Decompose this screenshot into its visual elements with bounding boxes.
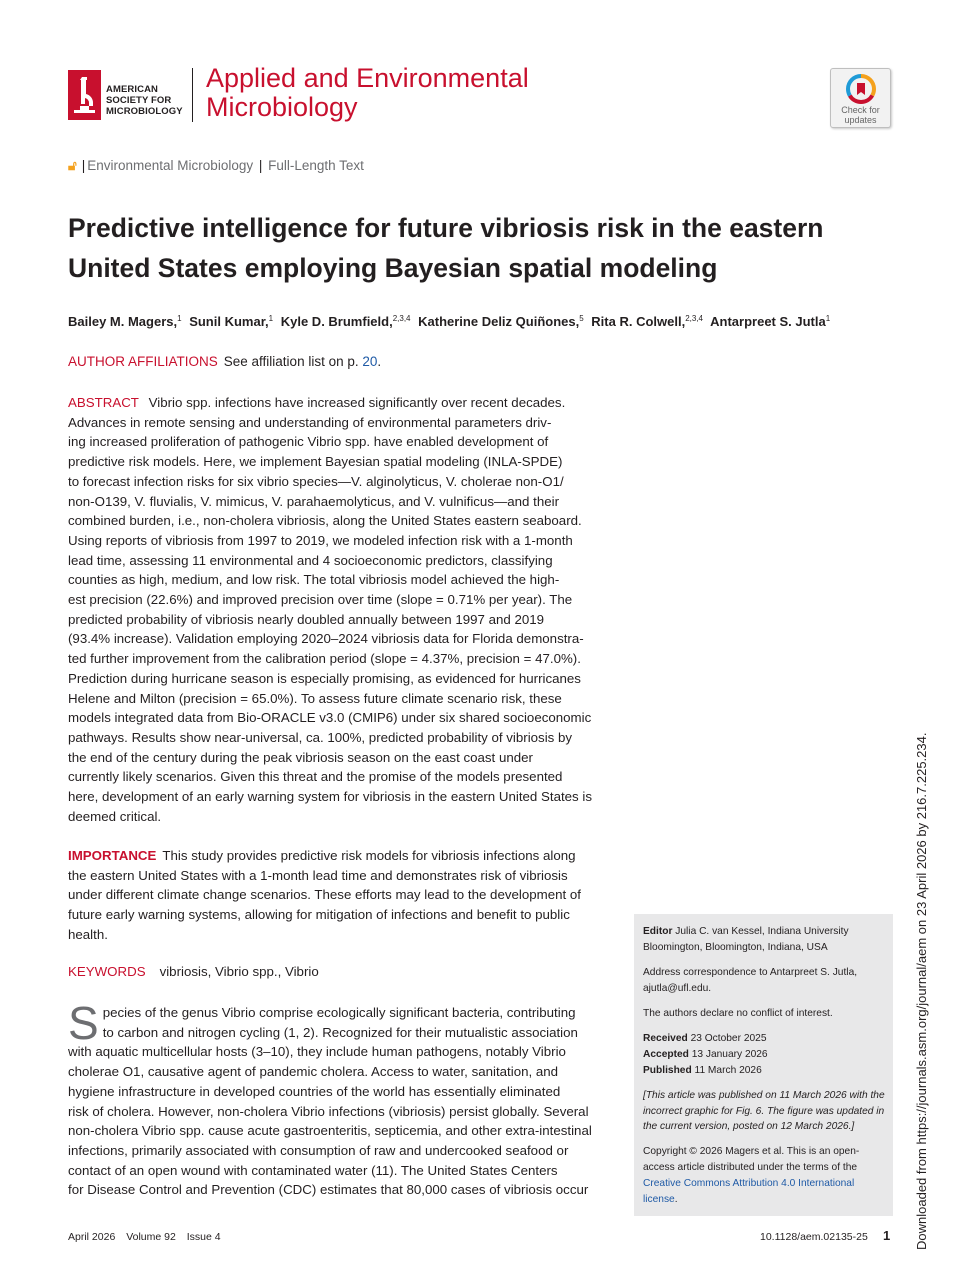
journal-title[interactable]: Applied and Environmental Microbiology — [206, 63, 529, 122]
intro-line: cholerae O1, causative agent of pandemic cholera. Access to water, sanitation, and — [68, 1064, 559, 1080]
abstract-line: pathways. Results show near-universal, ca. 100%, predicted probability of vibriosis by — [68, 729, 573, 745]
check-for-updates-label: Check for updates — [841, 105, 880, 125]
intro-line: non-cholera Vibrio spp. cause acute gastroenteritis, septicemia, and other extra-intestinal — [68, 1123, 592, 1139]
intro-line: risk of cholera. However, non-cholera Vibrio infections (vibriosis) persist globally. Several — [68, 1103, 589, 1119]
keywords — [68, 964, 319, 979]
stamp-suffix: on 23 April 2026 by 216.7.225.234. — [914, 732, 929, 935]
author-affiliations — [68, 354, 381, 369]
article-category: 🔓︎ | Environmental Microbiology | Full-Length Text — [68, 158, 364, 173]
abstract-line: lead time, assessing 11 environmental and 4 socioeconomic predictors, classifying — [68, 552, 553, 568]
check-for-updates-button[interactable] — [830, 68, 891, 128]
conflict-statement — [643, 1006, 883, 1022]
correspondence-info — [643, 965, 883, 997]
intro-line: hygiene infrastructure in developed countries of the world has essentially eliminated — [68, 1083, 561, 1099]
correspondence-line: Address correspondence to Antarpreet S. Jutla, — [643, 967, 858, 978]
received-date: 23 October 2025 — [690, 1033, 767, 1044]
article-type-label: Full-Length Text — [268, 158, 364, 173]
note-line: [This article was published on 11 March 2026 with the — [643, 1090, 885, 1101]
stamp-url[interactable]: https://journals.asm.org/journal/aem — [914, 937, 929, 1145]
abstract-line: deemed critical. — [68, 808, 162, 824]
abstract-line: non-O139, V. fluvialis, V. mimicus, V. parahaemolyticus, and V. vulnificus—and their — [68, 493, 560, 509]
abstract — [68, 393, 615, 826]
author-name[interactable]: Antarpreet S. Jutla — [710, 314, 826, 329]
abstract-line: est precision (22.6%) and improved precision over time (slope = 0.71% per year). The — [68, 592, 573, 608]
abstract-label: ABSTRACT — [68, 395, 139, 410]
stamp-prefix: Downloaded from — [914, 1148, 929, 1250]
affiliations-label: AUTHOR AFFILIATIONS — [68, 354, 218, 369]
keywords-text: vibriosis, Vibrio spp., Vibrio — [159, 964, 319, 979]
importance-line: IMPORTANCE This study provides predictive risk models for vibriosis infections along — [68, 848, 576, 863]
abstract-line: Advances in remote sensing and understanding of environmental parameters driv- — [68, 414, 552, 430]
issue-label: Issue 4 — [186, 1231, 221, 1243]
copyright-line: Copyright © 2026 Magers et al. This is an open- — [643, 1145, 860, 1157]
asm-logo[interactable] — [68, 68, 186, 122]
copyright-info — [643, 1144, 883, 1208]
issue-date: April 2026 — [68, 1231, 116, 1243]
affiliations-text: See affiliation list on p. — [223, 354, 359, 369]
abstract-line: Prediction during hurricane season is especially promising, as evidenced for hurricanes — [68, 670, 581, 686]
intro-line: pecies of the genus Vibrio comprise ecologically significant bacteria, contributing — [102, 1005, 576, 1020]
publisher-name: AMERICAN SOCIETY FOR MICROBIOLOGY — [106, 84, 183, 117]
editor-line: Bloomington, Bloomington, Indiana, USA — [643, 942, 828, 953]
volume-label: Volume 92 — [126, 1231, 176, 1243]
crossmark-icon — [846, 74, 876, 104]
abstract-line: combined burden, i.e., non-cholera vibriosis, along the United States eastern seaboard. — [68, 513, 582, 529]
importance-label: IMPORTANCE — [68, 848, 157, 863]
importance-line: the eastern United States with a 1-month lead time and demonstrates risk of vibriosis — [68, 867, 568, 883]
page-number: 1 — [883, 1228, 891, 1243]
abstract-line: the end of the century during the peak vibriosis season on the east coast under — [68, 749, 533, 765]
author-name[interactable]: Sunil Kumar, — [189, 314, 269, 329]
abstract-line: models integrated data from Bio-ORACLE v3.0 (CMIP6) under six shared socioeconomic — [68, 710, 592, 726]
importance-line: health. — [68, 926, 108, 942]
abstract-line: predictive risk models. Here, we implement Bayesian spatial modeling (INLA-SPDE) — [68, 454, 563, 470]
header-divider — [192, 68, 193, 122]
dates-info — [643, 1031, 883, 1079]
microscope-logo-icon — [68, 70, 101, 120]
editor-line: Julia C. van Kessel, Indiana University — [675, 926, 849, 937]
author-list — [68, 314, 834, 329]
introduction — [68, 997, 615, 1200]
intro-line: to carbon and nitrogen cycling (1, 2). Recognized for their mutualistic association — [102, 1024, 578, 1040]
abstract-line: (93.4% increase). Validation employing 2020–2024 vibriosis data for Florida demonstra- — [68, 631, 584, 647]
affiliation-sup: 2,3,4 — [685, 314, 703, 323]
doi-link[interactable]: 10.1128/aem.02135-25 — [760, 1231, 868, 1243]
note-line: the current version, posted on 12 March 2026.] — [643, 1121, 855, 1132]
editor-info — [643, 924, 883, 956]
abstract-line: Helene and Milton (precision = 65.0%). To assess future climate scenario risk, these — [68, 690, 562, 706]
affiliation-sup: 1 — [177, 314, 182, 323]
abstract-line: ted further improvement from the calibration period (slope = 4.37%, precision = 47.0%). — [68, 651, 581, 667]
affiliations-end: . — [377, 354, 382, 369]
importance — [68, 846, 615, 945]
open-access-icon: 🔓︎ — [68, 158, 77, 173]
published-date: 11 March 2026 — [694, 1065, 762, 1076]
download-stamp — [914, 732, 929, 1250]
conflict-text: The authors declare no conflict of interest. — [643, 1008, 833, 1019]
intro-line: infections, primarily associated with consumption of raw and undercooked seafood or — [68, 1142, 569, 1158]
note-line: incorrect graphic for Fig. 6. The figure was updated in — [643, 1105, 885, 1117]
license-end: . — [674, 1193, 678, 1205]
abstract-line: currently likely scenarios. Given this threat and the promise of the models presented — [68, 769, 563, 785]
article-title: Predictive intelligence for future vibriosis risk in the eastern United States employing Bayesian spatial modeling — [68, 213, 824, 283]
accepted-label: Accepted — [643, 1049, 689, 1060]
accepted-date: 13 January 2026 — [691, 1049, 768, 1060]
importance-line: under different climate change scenarios. These efforts may lead to the development of — [68, 887, 581, 903]
correction-note — [643, 1088, 883, 1135]
affiliations-page-link[interactable]: 20 — [362, 354, 378, 369]
affiliation-sup: 2,3,4 — [392, 314, 411, 323]
copyright-line: access article distributed under the terms of the — [643, 1161, 858, 1173]
author-name[interactable]: Rita R. Colwell, — [591, 314, 686, 329]
author-name[interactable]: Bailey M. Magers, — [68, 314, 178, 329]
importance-line: future early warning systems, allowing for mitigation of infections and benefit to public — [68, 907, 570, 923]
abstract-line: counties as high, medium, and low risk. The total vibriosis model achieved the high- — [68, 572, 560, 588]
author-name[interactable]: Katherine Deliz Quiñones, — [418, 314, 580, 329]
affiliation-sup: 5 — [579, 314, 584, 323]
received-label: Received — [643, 1033, 688, 1044]
abstract-line: ing increased proliferation of pathogenic Vibrio spp. have enabled development of — [68, 434, 549, 450]
correspondence-email[interactable]: ajutla@ufl.edu. — [643, 983, 712, 994]
drop-cap: S — [68, 997, 99, 1049]
author-name[interactable]: Kyle D. Brumfield, — [280, 314, 393, 329]
license-link[interactable]: Creative Commons Attribution 4.0 International — [643, 1177, 855, 1189]
editor-label: Editor — [643, 926, 673, 937]
abstract-line: to forecast infection risks for six vibrio species—V. alginolyticus, V. cholerae non-O1/ — [68, 473, 564, 489]
issue-info — [68, 1231, 229, 1243]
article-info-sidebar — [634, 914, 893, 1216]
abstract-line: Using reports of vibriosis from 1997 to 2019, we modeled infection risk with a 1-month — [68, 532, 573, 548]
section-label[interactable]: Environmental Microbiology — [87, 158, 254, 173]
affiliation-sup: 1 — [268, 314, 274, 323]
affiliation-sup: 1 — [825, 314, 831, 323]
intro-line: with aquatic multicellular hosts (3–10), they include human pathogens, notably Vibrio — [68, 1044, 566, 1060]
keywords-label: KEYWORDS — [68, 964, 146, 979]
license-link[interactable]: license — [643, 1193, 675, 1205]
abstract-line: here, development of an early warning system for vibriosis in the eastern United States is — [68, 789, 593, 805]
abstract-line: ABSTRACT Vibrio spp. infections have increased significantly over recent decades. — [68, 395, 566, 410]
intro-line: for Disease Control and Prevention (CDC) estimates that 80,000 cases of vibriosis occur — [68, 1182, 589, 1198]
intro-line: contact of an open wound with contaminated water (11). The United States Centers — [68, 1162, 558, 1178]
abstract-line: predicted probability of vibriosis nearly doubled annually between 1997 and 2019 — [68, 611, 545, 627]
published-label: Published — [643, 1065, 692, 1076]
